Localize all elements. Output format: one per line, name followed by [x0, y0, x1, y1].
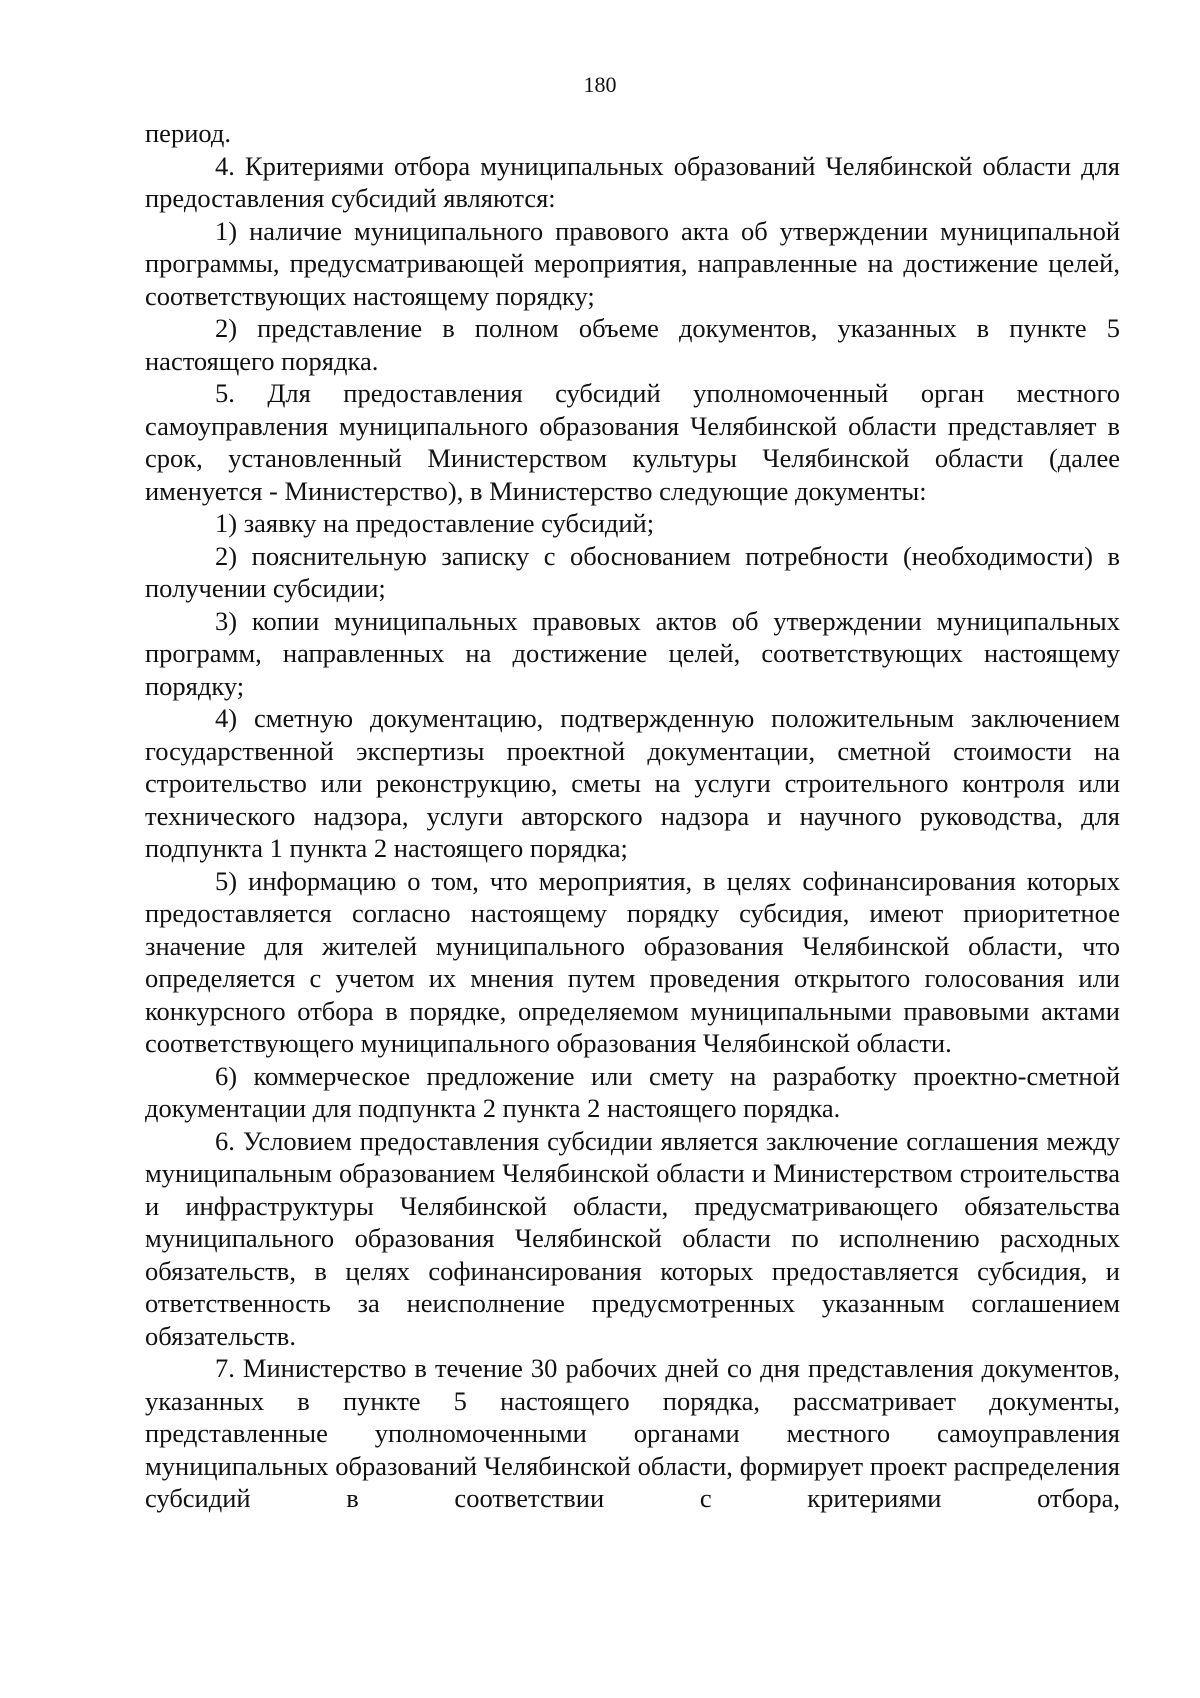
paragraph-documents: 5. Для предоставления субсидий уполномоченный орган местного самоуправления муниципального образования Челябинской области представляет в срок, установленный Министерством культуры Челябинской области (далее именуется - Министерство), в Министерство следующие документы: — [145, 378, 1120, 506]
paragraph-documents-item-4: 4) сметную документацию, подтвержденную положительным заключением государственной экспертизы проектной документации, сметной стоимости на строительство или реконструкцию, сметы на услуги строительного контроля или технического надзора, услуги авторского надзора и научного руководства, для подпункта 1 пункта 2 настоящего порядка; — [145, 703, 1120, 863]
paragraph-documents-item-3: 3) копии муниципальных правовых актов об утверждении муниципальных программ, направленных на достижение целей, соответствующих настоящему порядку; — [145, 605, 1120, 701]
paragraph-documents-item-5: 5) информацию о том, что мероприятия, в целях софинансирования которых предоставляется согласно настоящему порядку субсидия, имеют приоритетное значение для жителей муниципального образования Челябинской области, что определяется с учетом их мнения путем проведения открытого голосования или конкурсного отбора в порядке, определяемом муниципальными правовыми актами соответствующего муниципального образования Челябинской области. — [145, 865, 1120, 1058]
paragraph-criteria: 4. Критериями отбора муниципальных образований Челябинской области для предоставления субсидий являются: — [145, 150, 1120, 213]
paragraph-criteria-item-1: 1) наличие муниципального правового акта об утверждении муниципальной программы, предусматривающей мероприятия, направленные на достижение целей, соответствующих настоящему порядку; — [145, 215, 1120, 311]
document-body — [145, 117, 1120, 1515]
paragraph-criteria-item-2: 2) представление в полном объеме документов, указанных в пункте 5 настоящего порядка. — [145, 313, 1120, 376]
paragraph-ministry-review: 7. Министерство в течение 30 рабочих дней со дня представления документов, указанных в пункте 5 настоящего порядка, рассматривает документы, представленные уполномоченными органами местного самоуправления муниципальных образований Челябинской области, формирует проект распределения субсидий в соответствии с критериями отбора, — [145, 1353, 1120, 1513]
page-number: 180 — [583, 72, 617, 97]
paragraph-documents-item-1: 1) заявку на предоставление субсидий; — [215, 508, 655, 538]
paragraph-condition: 6. Условием предоставления субсидии является заключение соглашения между муниципальным образованием Челябинской области и Министерством строительства и инфраструктуры Челябинской области, предусматривающего обязательства муниципального образования Челябинской области по исполнению расходных обязательств, в целях софинансирования которых предоставляется субсидия, и ответственность за неисполнение предусмотренных указанным соглашением обязательств. — [145, 1125, 1120, 1351]
paragraph-continuation: период. — [145, 118, 231, 148]
paragraph-documents-item-6: 6) коммерческое предложение или смету на разработку проектно-сметной документации для подпункта 2 пункта 2 настоящего порядка. — [145, 1060, 1120, 1123]
paragraph-documents-item-2: 2) пояснительную записку с обоснованием потребности (необходимости) в получении субсидии; — [145, 540, 1120, 603]
